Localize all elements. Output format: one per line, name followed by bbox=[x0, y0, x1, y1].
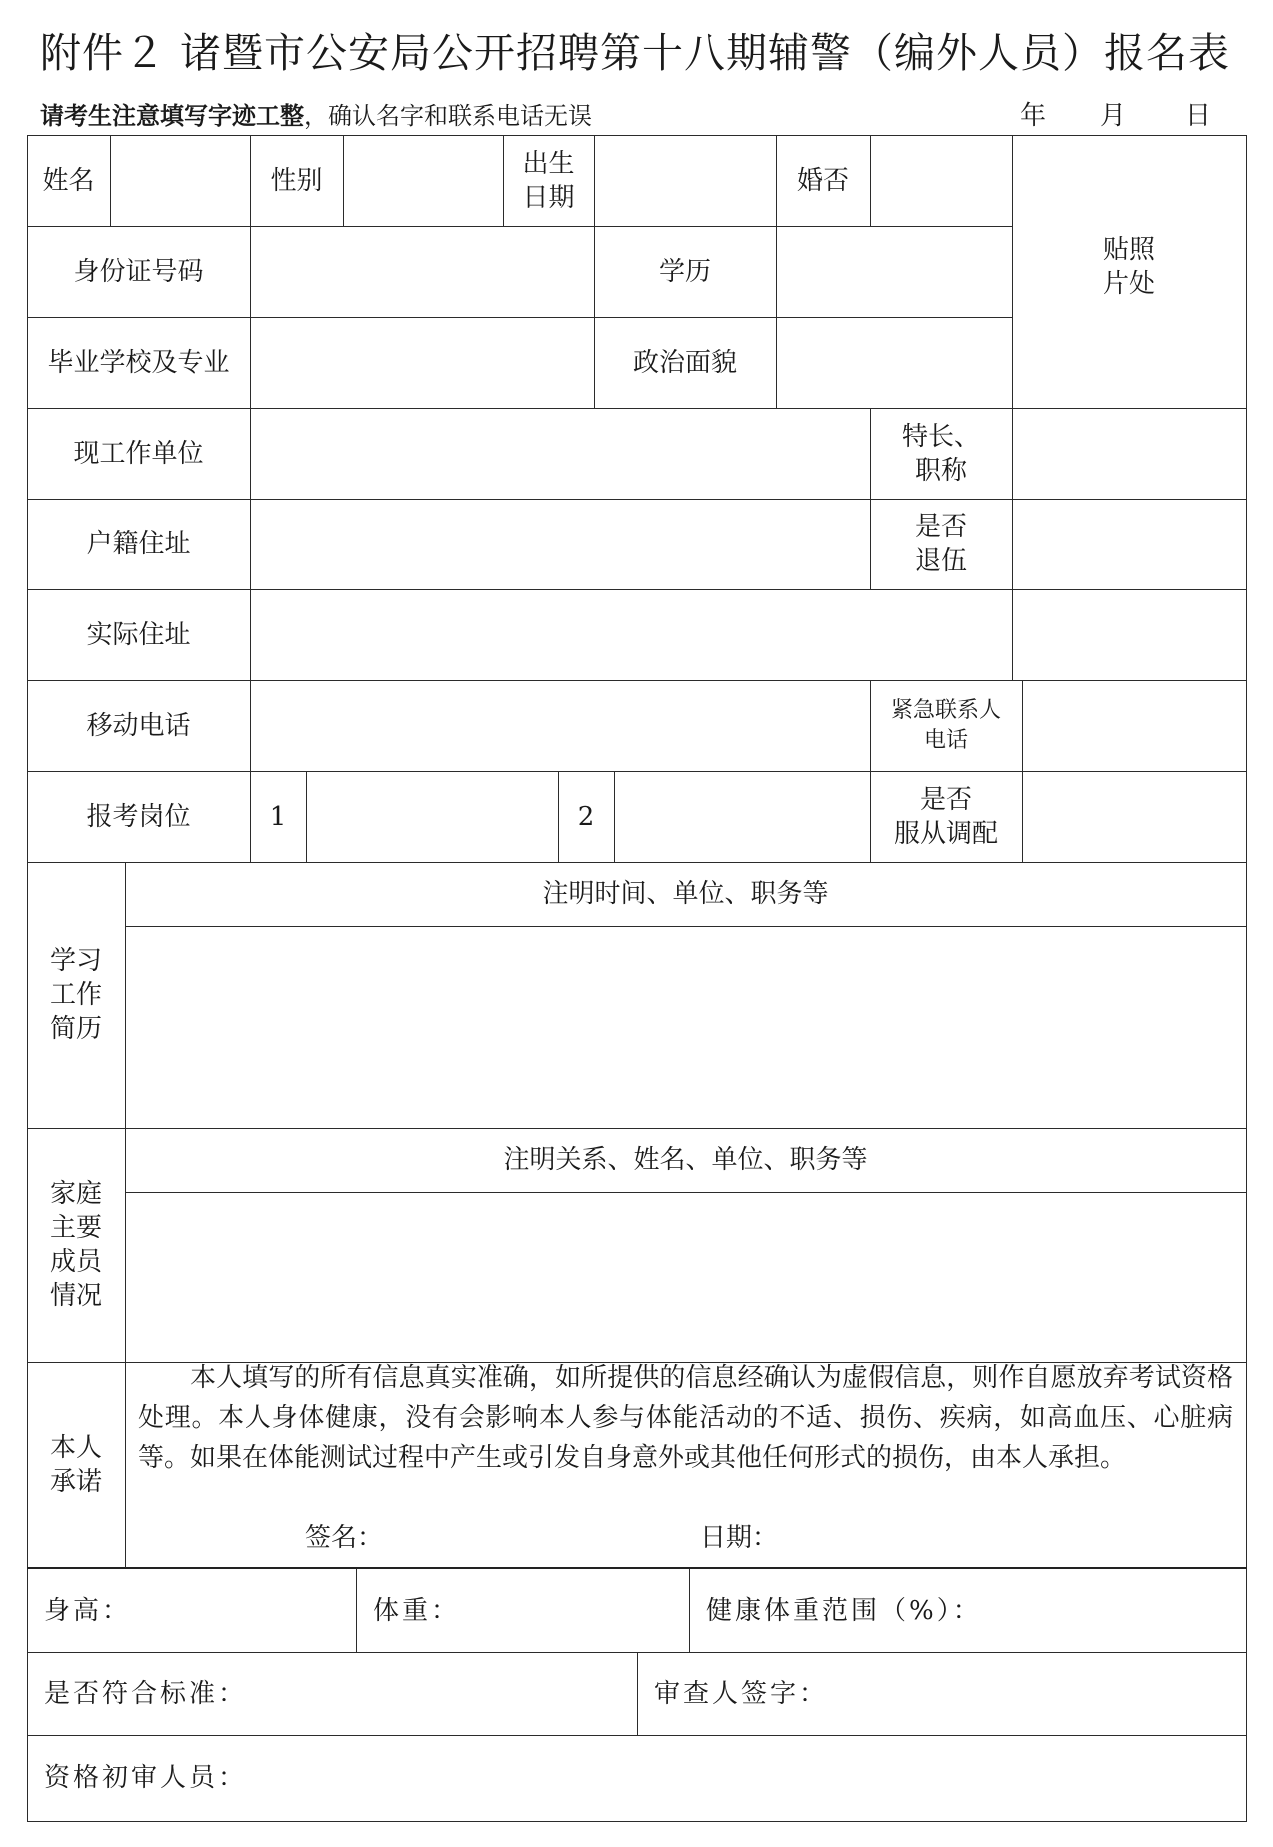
name-label: 姓名 bbox=[42, 165, 95, 196]
photo-placeholder bbox=[1012, 135, 1246, 408]
gender-field[interactable] bbox=[343, 135, 503, 226]
id-number-field[interactable] bbox=[250, 226, 594, 317]
date-day-label: 日 bbox=[1185, 101, 1212, 131]
specialty-label-line1: 特长、 bbox=[901, 421, 980, 452]
veteran-label-line2: 退伍 bbox=[914, 546, 967, 576]
name-field[interactable] bbox=[110, 135, 250, 226]
mobile-label: 移动电话 bbox=[86, 710, 191, 741]
household-address-label: 户籍住址 bbox=[86, 529, 191, 559]
obey-assignment-label bbox=[870, 771, 1022, 862]
mobile-field[interactable] bbox=[250, 680, 870, 771]
position-label: 报考岗位 bbox=[86, 801, 191, 832]
family-label-line2: 主要 bbox=[49, 1213, 102, 1243]
history-field[interactable] bbox=[125, 926, 1246, 1128]
history-label-line1: 学习 bbox=[49, 946, 102, 976]
pledge-label-line2: 承诺 bbox=[49, 1466, 102, 1497]
position-choice-2-field[interactable] bbox=[614, 771, 870, 862]
fill-notice bbox=[40, 98, 592, 134]
specialty-label bbox=[870, 408, 1012, 499]
initial-reviewer-field-label: 资格初审人员： bbox=[44, 1763, 248, 1793]
date-month-label: 月 bbox=[1100, 101, 1127, 131]
actual-address-label: 实际住址 bbox=[86, 619, 191, 650]
school-major-label: 毕业学校及专业 bbox=[47, 347, 230, 378]
fill-notice-rest: ，确认名字和联系电话无误 bbox=[304, 102, 592, 130]
household-address-field[interactable] bbox=[250, 499, 870, 589]
emergency-contact-label-line2: 电话 bbox=[923, 727, 968, 753]
obey-assignment-label-line1: 是否 bbox=[919, 784, 972, 815]
political-status-label: 政治面貌 bbox=[632, 347, 737, 378]
marital-label: 婚否 bbox=[796, 165, 849, 196]
history-label-line2: 工作 bbox=[49, 980, 102, 1010]
reviewer-signature-field-label: 审查人签字： bbox=[654, 1678, 829, 1709]
pledge-text: 本人填写的所有信息真实准确，如所提供的信息经确认为虚假信息，则作自愿放弃考试资格处理。本人身体健康，没有会影响本人参与体能活动的不适、损伤、疾病，如高血压、心脏病等。如果在体能测试过程中产生或引发自身意外或其他任何形式的损伤，由本人承担。 bbox=[138, 1363, 1233, 1473]
position-choice-2-label: 2 bbox=[577, 801, 595, 832]
history-label bbox=[27, 862, 125, 1128]
marital-field[interactable] bbox=[870, 135, 1012, 226]
family-label-line1: 家庭 bbox=[49, 1179, 102, 1209]
education-label: 学历 bbox=[658, 256, 711, 287]
family-label-line3: 成员 bbox=[49, 1247, 102, 1277]
emergency-contact-label-line1: 紧急联系人 bbox=[890, 697, 1001, 723]
gender-label: 性别 bbox=[270, 165, 323, 196]
date-year-label: 年 bbox=[1020, 101, 1047, 131]
political-status-field[interactable] bbox=[776, 317, 1012, 408]
history-hint: 注明时间、单位、职务等 bbox=[542, 879, 829, 909]
birth-date-field[interactable] bbox=[594, 135, 776, 226]
obey-assignment-label-line2: 服从调配 bbox=[893, 818, 998, 849]
pledge-signature-label: 签名： bbox=[305, 1523, 384, 1553]
actual-address-field[interactable] bbox=[250, 589, 1246, 680]
photo-label-line1: 贴照 bbox=[1102, 235, 1155, 265]
height-field-label: 身高： bbox=[44, 1595, 132, 1626]
id-number-label: 身份证号码 bbox=[73, 256, 204, 287]
position-choice-1-label: 1 bbox=[269, 801, 287, 832]
specialty-label-line2: 职称 bbox=[914, 455, 967, 486]
family-label-line4: 情况 bbox=[49, 1281, 102, 1311]
photo-label-line2: 片处 bbox=[1102, 269, 1155, 299]
family-hint: 注明关系、姓名、单位、职务等 bbox=[503, 1145, 868, 1175]
table-border-right bbox=[1246, 135, 1247, 1570]
meets-standard-field-label: 是否符合标准： bbox=[44, 1678, 248, 1709]
veteran-label-line1: 是否 bbox=[914, 512, 967, 542]
obey-assignment-field[interactable] bbox=[1022, 771, 1246, 862]
school-major-field[interactable] bbox=[250, 317, 594, 408]
review-border-bottom bbox=[27, 1821, 1247, 1822]
bmi-range-field-label: 健康体重范围（%）： bbox=[706, 1595, 982, 1626]
page-title: 附件２ 诸暨市公安局公开招聘第十八期辅警（编外人员）报名表 bbox=[40, 29, 1231, 77]
weight-field-label: 体重： bbox=[373, 1595, 461, 1626]
veteran-label bbox=[870, 499, 1012, 589]
birth-date-label bbox=[503, 135, 594, 226]
position-choice-1-field[interactable] bbox=[306, 771, 558, 862]
pledge-label-line1: 本人 bbox=[49, 1432, 102, 1463]
education-field[interactable] bbox=[776, 226, 1012, 317]
current-employer-label: 现工作单位 bbox=[73, 438, 204, 469]
family-field[interactable] bbox=[125, 1192, 1246, 1362]
specialty-field[interactable] bbox=[1012, 408, 1246, 499]
review-border-right bbox=[1246, 1569, 1247, 1822]
fill-notice-bold: 请考生注意填写字迹工整 bbox=[40, 101, 304, 130]
pledge-date-label: 日期： bbox=[700, 1523, 779, 1553]
history-label-line3: 简历 bbox=[49, 1014, 102, 1044]
birth-date-label-line1: 出生 bbox=[522, 148, 575, 179]
veteran-field[interactable] bbox=[1012, 499, 1246, 589]
emergency-contact-label bbox=[870, 680, 1022, 771]
emergency-contact-field[interactable] bbox=[1022, 680, 1246, 771]
birth-date-label-line2: 日期 bbox=[522, 182, 575, 213]
current-employer-field[interactable] bbox=[250, 408, 870, 499]
pledge-label bbox=[27, 1362, 125, 1567]
family-label bbox=[27, 1128, 125, 1362]
